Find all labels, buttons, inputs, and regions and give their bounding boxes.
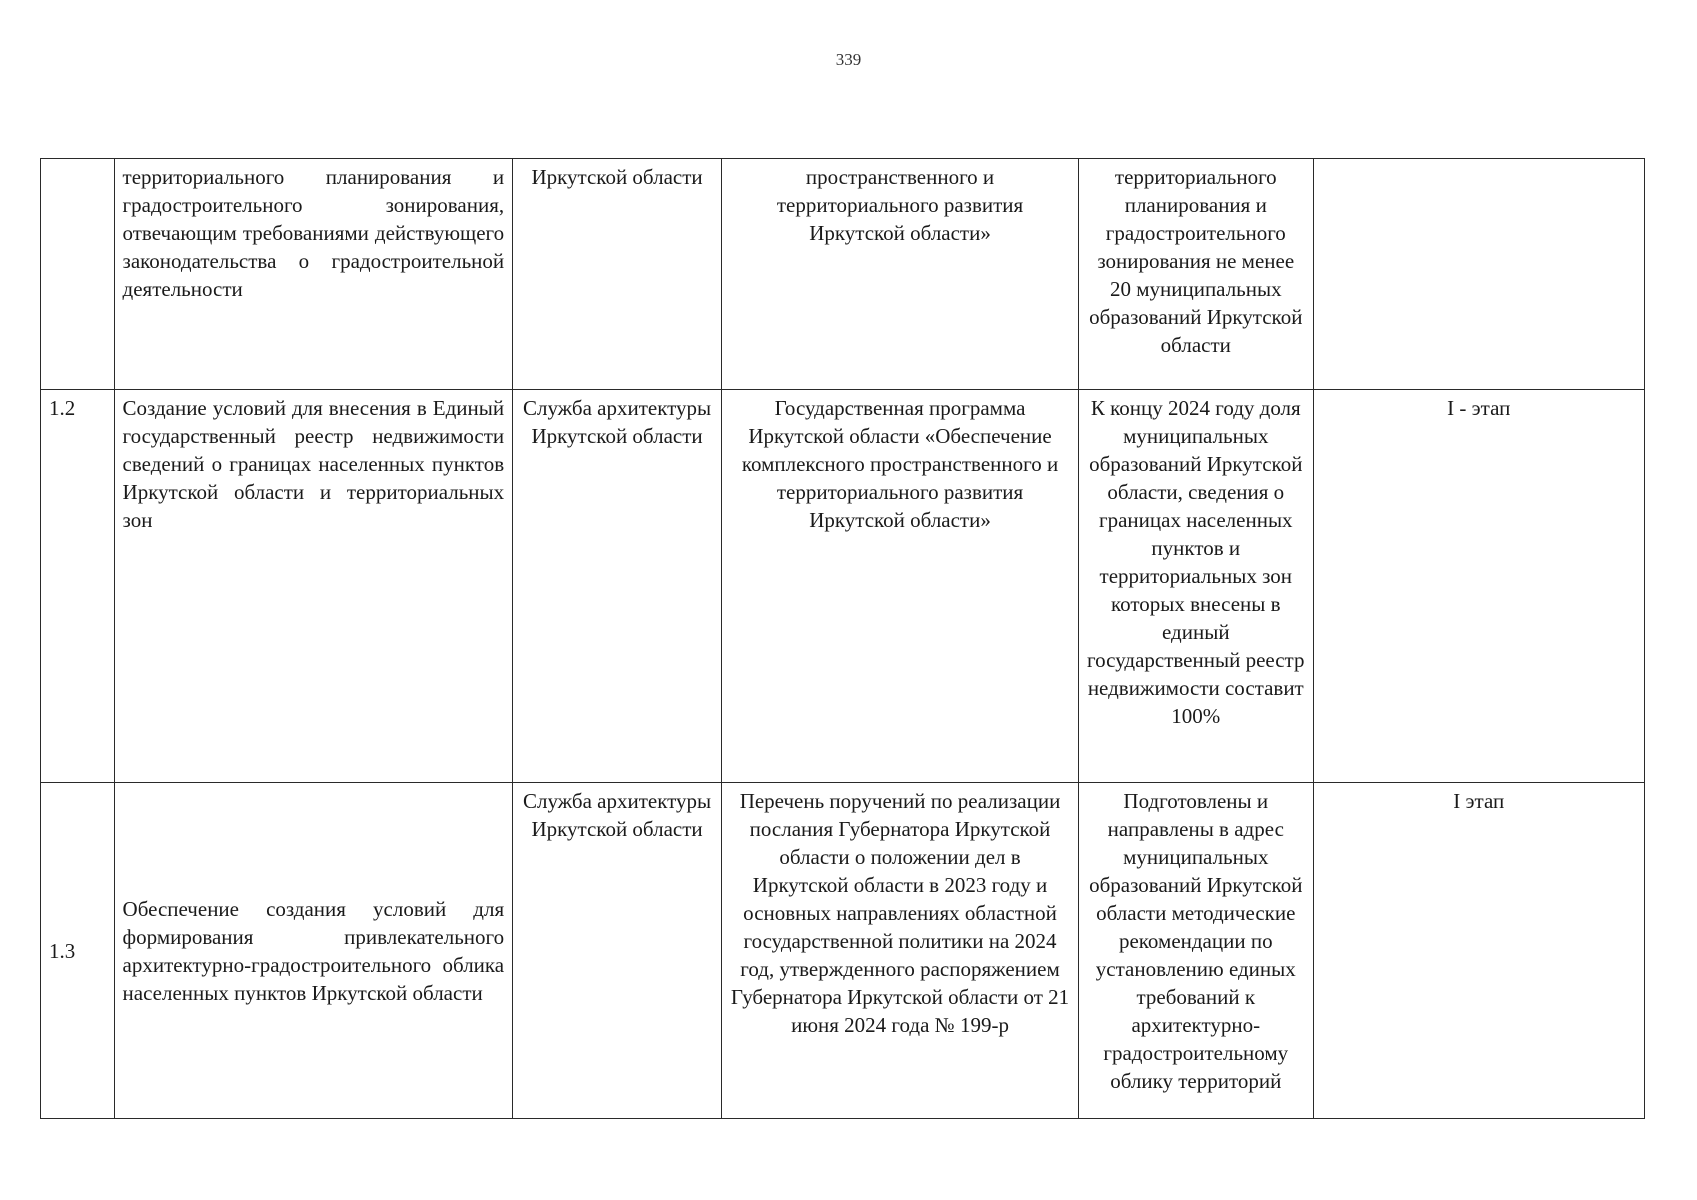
- responsible-executor-cell: Служба архитектуры Иркутской области: [513, 390, 722, 783]
- stage-cell: I этап: [1313, 783, 1644, 1119]
- page-number: 339: [835, 50, 862, 69]
- expected-result-cell: территориального планирования и градостроительного зонирования не менее 20 муниципальных образований Иркутской области: [1079, 159, 1313, 390]
- measure-description-cell: территориального планирования и градостроительного зонирования, отвечающим требованиями действующего законодательства о градостроительной деятельности: [114, 159, 513, 390]
- responsible-executor-cell: Служба архитектуры Иркутской области: [513, 783, 722, 1119]
- stage-cell: I - этап: [1313, 390, 1644, 783]
- stage-cell: [1313, 159, 1644, 390]
- measure-description-cell: Обеспечение создания условий для формирования привлекательного архитектурно-градостроительного облика населенных пунктов Иркутской области: [114, 783, 513, 1119]
- row-number-cell: [41, 159, 115, 390]
- expected-result-cell: К концу 2024 году доля муниципальных образований Иркутской области, сведения о границах населенных пунктов и территориальных зон которых внесены в единый государственный реестр недвижимости составит 100%: [1079, 390, 1313, 783]
- program-document-cell: пространственного и территориального развития Иркутской области»: [722, 159, 1079, 390]
- measures-table: [40, 158, 1645, 1119]
- row-number-cell: 1.2: [41, 390, 115, 783]
- table-row: [41, 783, 1645, 1119]
- program-document-cell: Перечень поручений по реализации послания Губернатора Иркутской области о положении дел в Иркутской области в 2023 году и основных направлениях областной государственной политики на 2024 год, утвержденного распоряжением Губернатора Иркутской области от 21 июня 2024 года № 199-р: [722, 783, 1079, 1119]
- measure-description-cell: Создание условий для внесения в Единый государственный реестр недвижимости сведений о границах населенных пунктов Иркутской области и территориальных зон: [114, 390, 513, 783]
- row-number-cell: 1.3: [41, 783, 115, 1119]
- table-row: [41, 390, 1645, 783]
- program-document-cell: Государственная программа Иркутской области «Обеспечение комплексного пространственного и территориального развития Иркутской области»: [722, 390, 1079, 783]
- responsible-executor-cell: Иркутской области: [513, 159, 722, 390]
- table-row: [41, 159, 1645, 390]
- expected-result-cell: Подготовлены и направлены в адрес муниципальных образований Иркутской области методические рекомендации по установлению единых требований к архитектурно-градостроительному облику территорий: [1079, 783, 1313, 1119]
